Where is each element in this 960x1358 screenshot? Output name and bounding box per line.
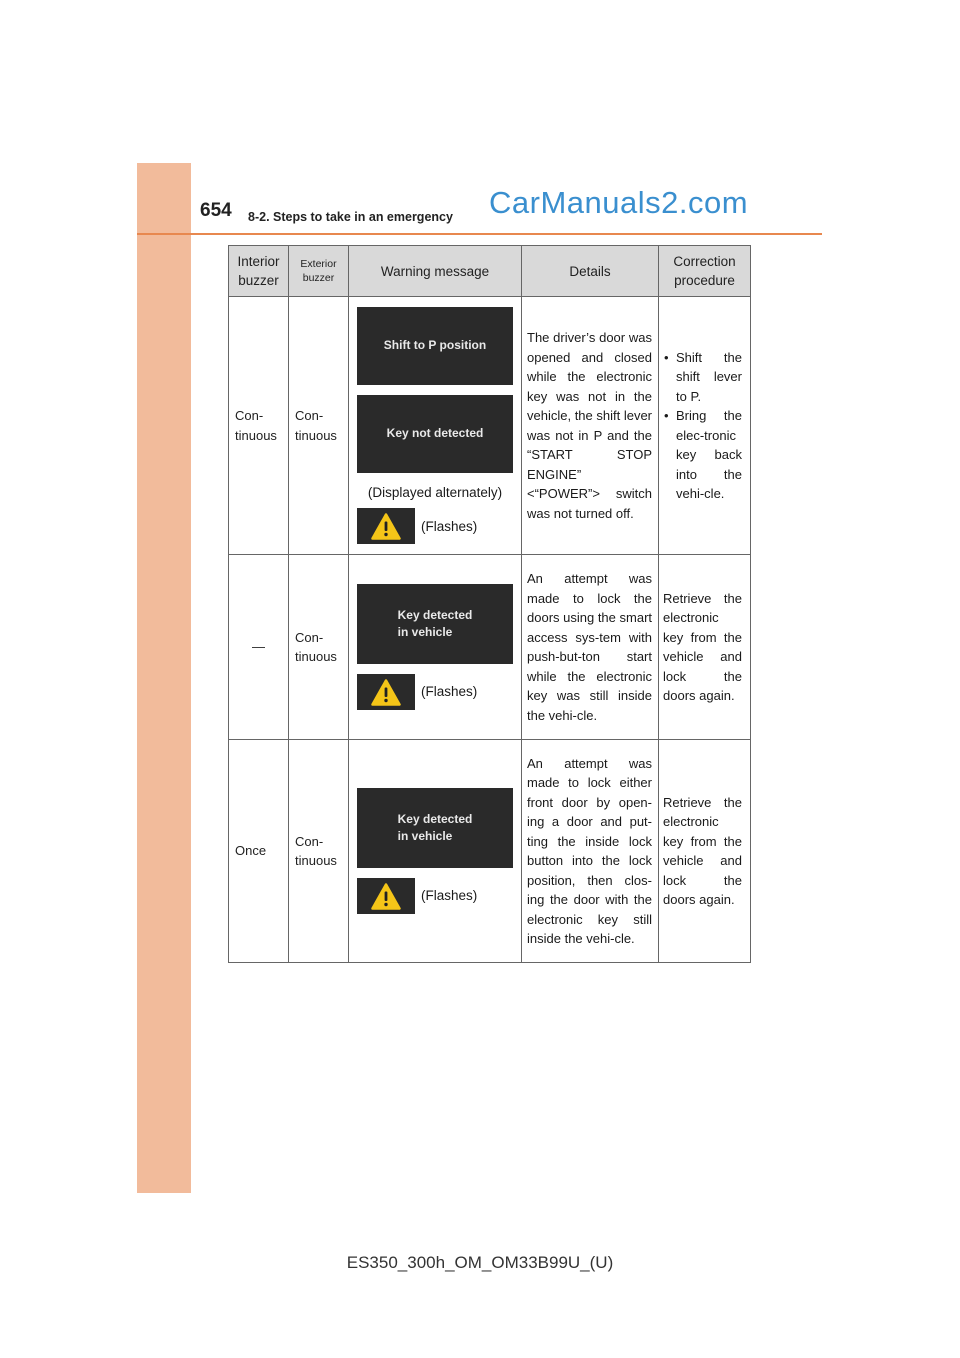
section-title: 8-2. Steps to take in an emergency xyxy=(248,210,453,224)
correction-cell: Retrieve the electronic key from the vehicle and lock the doors again. xyxy=(659,740,751,963)
table-row xyxy=(229,297,751,555)
correction-step: • Bring the elec-tronic key back into the vehi-cle. xyxy=(663,406,742,504)
table-header-row xyxy=(229,246,751,297)
display-screen-key-not-detected: Key not detected xyxy=(357,395,513,473)
flash-indicator xyxy=(357,508,517,544)
correction-cell: Retrieve the electronic key from the vehicle and lock the doors again. xyxy=(659,555,751,740)
warning-message-cell xyxy=(349,297,522,555)
column-header-warning-message: Warning message xyxy=(349,246,522,297)
column-header-details: Details xyxy=(522,246,659,297)
display-screen-key-detected: Key detected in vehicle xyxy=(357,584,513,664)
warning-triangle-icon xyxy=(357,674,415,710)
warning-triangle-icon xyxy=(357,878,415,914)
document-footer-code: ES350_300h_OM_OM33B99U_(U) xyxy=(346,1253,614,1272)
watermark: CarManuals2.com xyxy=(489,185,749,220)
column-header-exterior-buzzer: Exterior buzzer xyxy=(289,246,349,297)
chapter-side-band xyxy=(137,163,191,1193)
flash-label: (Flashes) xyxy=(421,518,478,534)
correction-step: • Shift the shift lever to P. xyxy=(663,348,742,407)
warning-message-cell xyxy=(349,555,522,740)
correction-cell xyxy=(659,297,751,555)
details-cell: An attempt was made to lock the doors using the smart access sys-tem with push-but-ton start while the electronic key was still inside the vehi-cle. xyxy=(522,555,659,740)
interior-buzzer-cell: — xyxy=(229,555,289,740)
interior-buzzer-cell: Con- tinuous xyxy=(229,297,289,555)
exterior-buzzer-cell: Con- tinuous xyxy=(289,297,349,555)
exterior-buzzer-cell: Con- tinuous xyxy=(289,740,349,963)
alternate-note: (Displayed alternately) xyxy=(367,484,503,500)
display-screen-key-detected: Key detected in vehicle xyxy=(357,788,513,868)
page-number: 654 xyxy=(200,200,232,221)
warning-triangle-icon xyxy=(357,508,415,544)
display-screen-shift-to-p: Shift to P position xyxy=(357,307,513,385)
flash-label: (Flashes) xyxy=(421,888,478,904)
warning-message-cell xyxy=(349,740,522,963)
column-header-correction-procedure: Correction procedure xyxy=(659,246,751,297)
column-header-interior-buzzer: Interior buzzer xyxy=(229,246,289,297)
flash-indicator xyxy=(357,878,517,914)
header-rule xyxy=(137,233,822,235)
interior-buzzer-cell: Once xyxy=(229,740,289,963)
table-row xyxy=(229,555,751,740)
details-cell: The driver’s door was opened and closed while the electronic key was not in the vehicle, the shift lever was not in P and the “START STOP ENGINE” <“POWER”> switch was not turned off. xyxy=(522,297,659,555)
flash-label: (Flashes) xyxy=(421,684,478,700)
warning-table xyxy=(228,245,751,963)
details-cell: An attempt was made to lock either front door by open-ing a door and put-ting the inside lock button into the lock position, then clos-ing the door with the electronic key still inside the vehi-cle. xyxy=(522,740,659,963)
flash-indicator xyxy=(357,674,517,710)
exterior-buzzer-cell: Con- tinuous xyxy=(289,555,349,740)
table-row xyxy=(229,740,751,963)
